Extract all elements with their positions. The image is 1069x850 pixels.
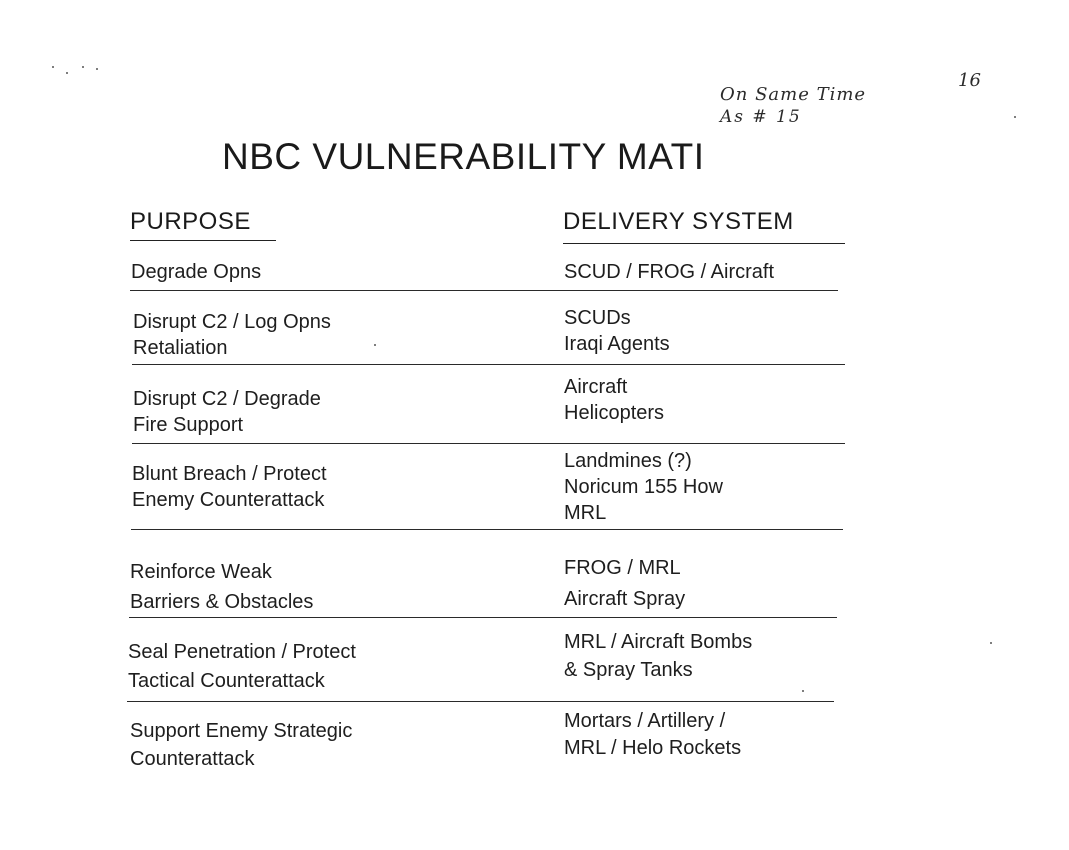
row-7-purpose-line-1: Support Enemy Strategic xyxy=(130,720,353,742)
row-5-purpose xyxy=(130,557,313,617)
page-title: NBC VULNERABILITY MATI xyxy=(222,136,705,177)
row-5-purpose-line-2: Barriers & Obstacles xyxy=(130,591,314,613)
row-4-purpose xyxy=(132,461,327,513)
row-1-purpose xyxy=(131,259,261,285)
row-1-purpose-line-1: Degrade Opns xyxy=(131,261,262,283)
row-6-divider xyxy=(127,701,834,702)
row-3-purpose-line-2: Fire Support xyxy=(133,414,244,436)
row-4-purpose-line-2: Enemy Counterattack xyxy=(132,489,325,511)
row-6-delivery xyxy=(564,628,752,684)
row-2-delivery xyxy=(564,305,670,357)
column-header-delivery-system: DELIVERY SYSTEM xyxy=(563,208,794,235)
handwritten-note-line-2: As # 15 xyxy=(720,107,802,127)
row-7-purpose xyxy=(130,717,352,773)
row-2-delivery-line-1: SCUDs xyxy=(564,307,631,329)
row-2-purpose-line-2: Retaliation xyxy=(133,337,228,359)
column-header-purpose: PURPOSE xyxy=(130,208,251,235)
row-3-delivery xyxy=(564,374,664,426)
row-7-delivery-line-1: Mortars / Artillery / xyxy=(564,710,726,732)
row-5-divider xyxy=(129,617,837,618)
row-2-divider xyxy=(132,364,845,365)
row-5-delivery xyxy=(564,553,685,615)
row-5-delivery-line-1: FROG / MRL xyxy=(564,557,681,579)
row-2-delivery-line-2: Iraqi Agents xyxy=(564,333,670,355)
handwritten-note-line-1: On Same Time xyxy=(720,84,867,105)
row-6-purpose-line-2: Tactical Counterattack xyxy=(128,670,325,692)
row-7-purpose-line-2: Counterattack xyxy=(130,748,255,770)
row-3-purpose-line-1: Disrupt C2 / Degrade xyxy=(133,388,321,410)
row-6-purpose xyxy=(128,638,356,696)
row-6-purpose-line-1: Seal Penetration / Protect xyxy=(128,641,356,663)
purpose-header-underline xyxy=(130,240,276,241)
handwritten-page-number: 16 xyxy=(958,70,981,91)
row-1-delivery-line-1: SCUD / FROG / Aircraft xyxy=(564,261,775,283)
row-1-delivery xyxy=(564,259,774,285)
row-6-delivery-line-1: MRL / Aircraft Bombs xyxy=(564,631,753,653)
row-4-divider xyxy=(131,529,843,530)
row-4-delivery xyxy=(564,448,723,526)
row-4-delivery-line-2: Noricum 155 How xyxy=(564,476,723,498)
row-2-purpose-line-1: Disrupt C2 / Log Opns xyxy=(133,311,331,333)
row-3-delivery-line-1: Aircraft xyxy=(564,376,628,398)
row-7-delivery xyxy=(564,708,741,762)
delivery-header-underline xyxy=(563,243,845,244)
row-1-divider xyxy=(130,290,838,291)
row-4-purpose-line-1: Blunt Breach / Protect xyxy=(132,463,327,485)
row-5-purpose-line-1: Reinforce Weak xyxy=(130,561,272,583)
row-3-divider xyxy=(132,443,845,444)
row-2-purpose xyxy=(133,309,331,361)
row-4-delivery-line-1: Landmines (?) xyxy=(564,450,692,472)
row-7-delivery-line-2: MRL / Helo Rockets xyxy=(564,737,742,759)
row-4-delivery-line-3: MRL xyxy=(564,502,607,524)
row-3-purpose xyxy=(133,386,321,438)
row-3-delivery-line-2: Helicopters xyxy=(564,402,665,424)
row-6-delivery-line-2: & Spray Tanks xyxy=(564,659,693,681)
row-5-delivery-line-2: Aircraft Spray xyxy=(564,588,686,610)
